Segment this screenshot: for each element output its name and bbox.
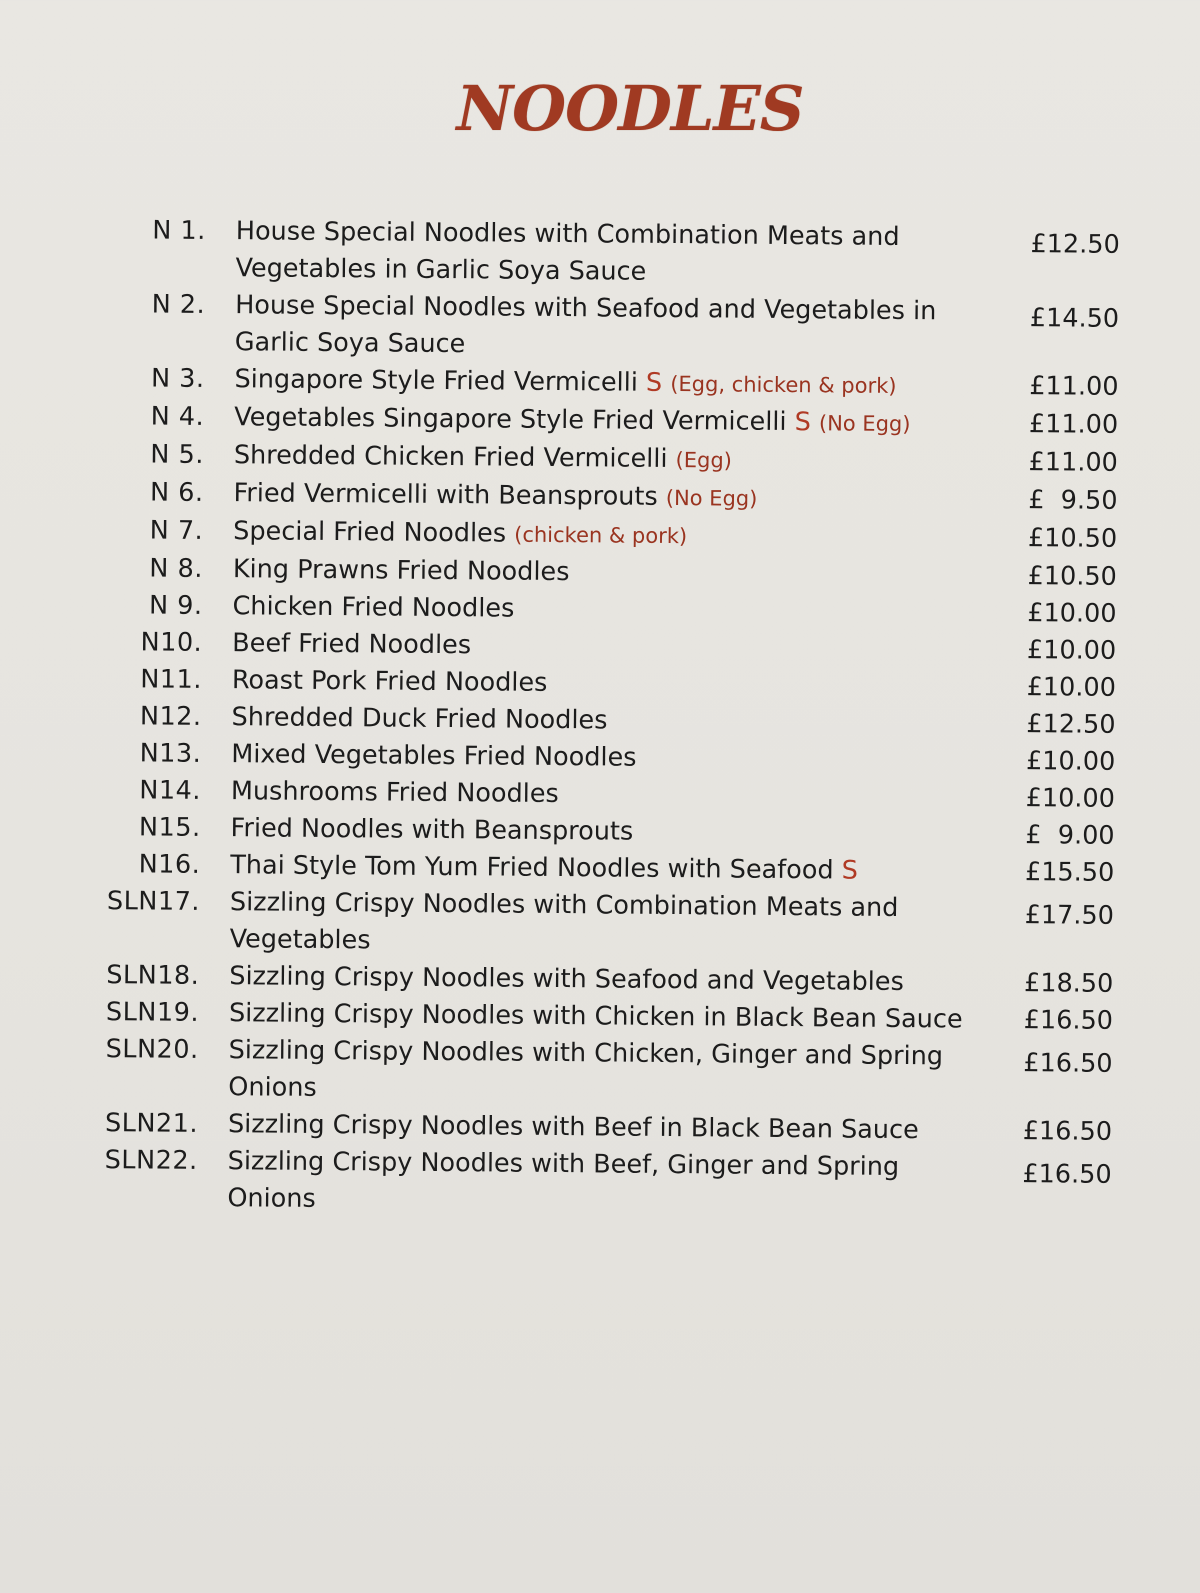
item-name: Mushrooms Fried Noodles [230, 776, 559, 810]
item-name: Roast Pork Fried Noodles [231, 665, 548, 698]
item-price: £14.50 [1029, 303, 1120, 334]
item-note: (No Egg) [665, 485, 758, 511]
menu-item [93, 883, 1114, 966]
item-price: £16.50 [1023, 1005, 1114, 1036]
item-code: N13. [139, 738, 202, 769]
item-name: Shredded Chicken Fried Vermicelli [233, 440, 668, 474]
menu-list [91, 212, 1120, 1225]
item-price: £16.50 [1022, 1159, 1112, 1190]
item-price: £10.00 [1027, 598, 1117, 629]
item-description [219, 1143, 990, 1224]
item-price: £16.50 [1022, 1116, 1113, 1147]
item-note: (Egg, chicken & pork) [670, 371, 897, 398]
item-name: Fried Noodles with Beansprouts [230, 813, 634, 847]
item-name: Beef Fried Noodles [232, 628, 472, 661]
spicy-marker: S [841, 855, 859, 886]
item-price: £11.00 [1028, 409, 1119, 440]
spicy-marker: S [645, 367, 663, 398]
item-description [226, 399, 996, 444]
item-name: Sizzling Crispy Noodles with Beef, Ginger and Spring Onions [227, 1146, 900, 1214]
item-code: N 6. [149, 477, 204, 508]
item-code: N14. [139, 775, 202, 806]
item-code: N11. [140, 664, 203, 695]
item-price: £10.00 [1025, 783, 1116, 814]
item-description [220, 1032, 991, 1113]
item-price: £12.50 [1026, 709, 1116, 740]
item-price: £15.50 [1024, 857, 1115, 888]
item-price: £10.00 [1026, 635, 1117, 666]
item-name: House Special Noodles with Combination Meats and Vegetables in Garlic Soya Sauce [235, 216, 900, 287]
item-price: £10.00 [1026, 672, 1117, 703]
item-code: N12. [139, 701, 202, 732]
item-description [225, 513, 995, 558]
item-description [226, 361, 996, 406]
item-name: Sizzling Crispy Noodles with Seafood and Vegetables [229, 961, 904, 998]
menu-item [92, 1031, 1113, 1114]
menu-title: NOODLES [456, 72, 804, 145]
item-code: N 9. [148, 590, 203, 621]
item-description [227, 287, 998, 368]
item-name: King Prawns Fried Noodles [232, 554, 570, 588]
item-name: Fried Vermicelli with Beansprouts [233, 478, 658, 512]
item-code: N 7. [149, 515, 204, 546]
item-price: £11.00 [1029, 371, 1119, 402]
item-price: £10.50 [1027, 523, 1118, 554]
item-price: £ 9.00 [1025, 820, 1115, 851]
item-name: Chicken Fried Noodles [232, 591, 515, 624]
item-description [225, 475, 995, 520]
item-note: (chicken & pork) [514, 522, 688, 549]
item-code: SLN20. [105, 1034, 199, 1065]
item-price: £10.00 [1025, 746, 1116, 777]
item-code: N 8. [149, 553, 204, 584]
item-code: N15. [138, 812, 201, 843]
item-price: £16.50 [1023, 1048, 1113, 1079]
item-note: (Egg) [675, 448, 733, 473]
item-name: Thai Style Tom Yum Fried Noodles with Seafood [230, 850, 834, 886]
item-code: SLN21. [104, 1108, 199, 1139]
item-code: N 5. [150, 439, 205, 470]
item-price: £10.50 [1027, 561, 1117, 592]
item-price: £17.50 [1024, 900, 1115, 931]
item-name: Vegetables Singapore Style Fried Vermicelli [234, 402, 787, 437]
item-price: £ 9.50 [1028, 485, 1118, 516]
item-price: £12.50 [1030, 229, 1120, 260]
menu-item [91, 1142, 1112, 1225]
item-code: SLN18. [106, 960, 200, 991]
item-code: N 2. [151, 289, 206, 320]
item-name: Sizzling Crispy Noodles with Chicken in Black Bean Sauce [228, 998, 963, 1035]
item-code: N10. [140, 627, 203, 658]
item-name: House Special Noodles with Seafood and Vegetables in Garlic Soya Sauce [234, 290, 937, 360]
item-name: Sizzling Crispy Noodles with Beef in Black Bean Sauce [227, 1109, 919, 1146]
item-note: (No Egg) [818, 411, 911, 437]
item-name: Sizzling Crispy Noodles with Chicken, Ginger and Spring Onions [228, 1035, 944, 1103]
item-code: N16. [138, 849, 201, 880]
menu-item [99, 286, 1120, 369]
item-code: SLN19. [105, 997, 200, 1028]
item-code: SLN17. [106, 886, 201, 917]
item-description [227, 213, 998, 294]
spicy-marker: S [794, 407, 811, 438]
item-name: Special Fried Noodles [233, 516, 507, 549]
item-name: Singapore Style Fried Vermicelli [234, 364, 639, 398]
item-description [221, 884, 992, 965]
item-code: N 1. [152, 215, 206, 246]
item-name: Mixed Vegetables Fried Noodles [231, 739, 637, 773]
item-code: N 3. [150, 363, 205, 394]
item-price: £11.00 [1028, 447, 1118, 478]
item-description [226, 437, 996, 482]
item-price: £18.50 [1023, 968, 1114, 999]
item-name: Sizzling Crispy Noodles with Combination Meats and Vegetables [229, 887, 899, 956]
menu-item [99, 212, 1120, 295]
item-code: N 4. [150, 401, 205, 432]
item-name: Shredded Duck Fried Noodles [231, 702, 608, 736]
item-code: SLN22. [104, 1145, 198, 1176]
